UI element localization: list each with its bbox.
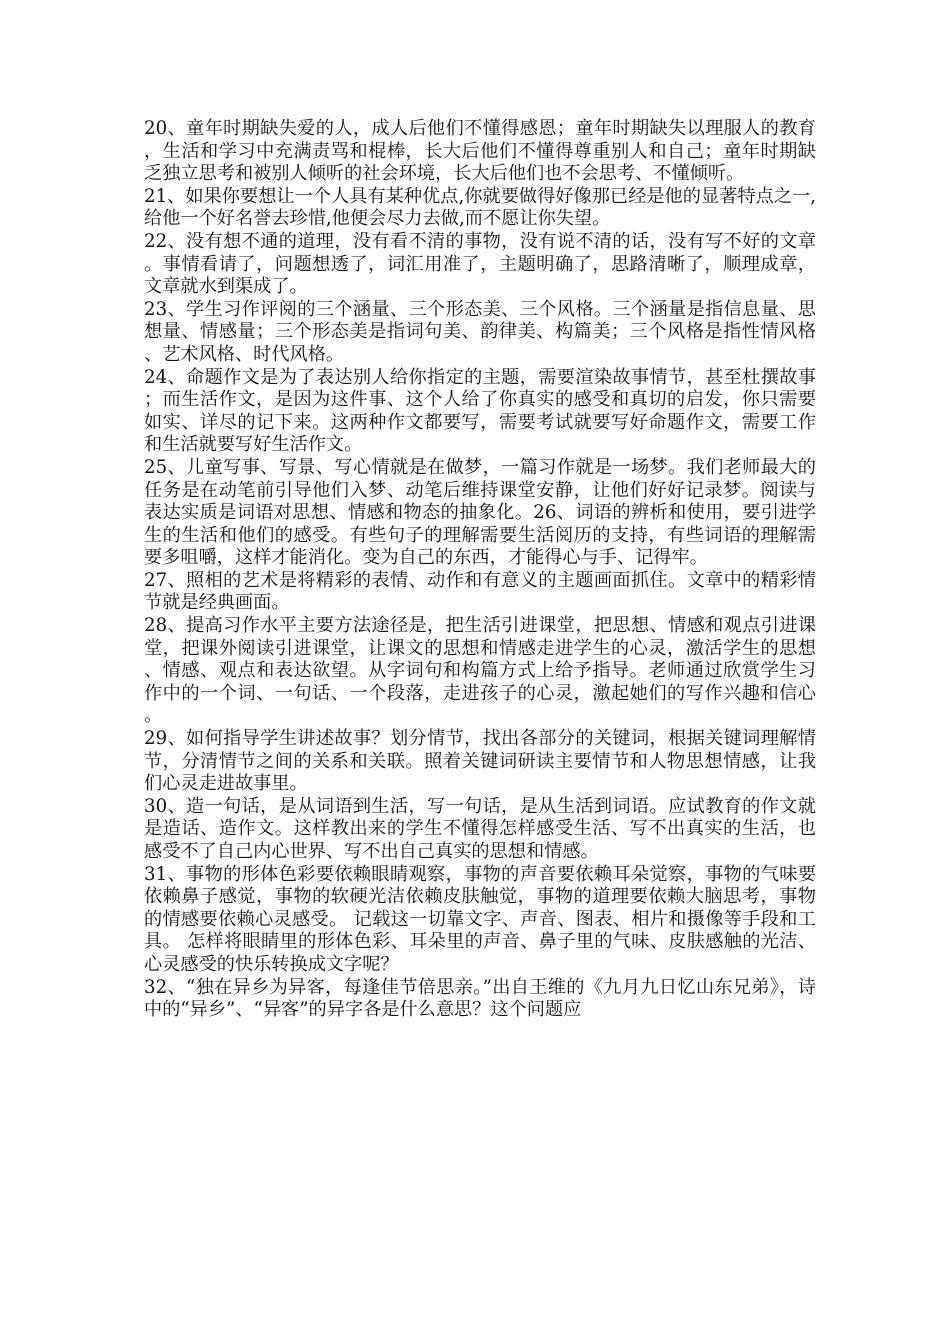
paragraph-24: 24、命题作文是为了表达别人给你指定的主题，需要渲染故事情节，甚至杜撰故事；而生活作文，是因为这件事、这个人给了你真实的感受和真切的启发，你只需要如实、详尽的记下来。这两种作文都要写，需要考试就要写好命题作文，需要工作和生活就要写好生活作文。 (144, 366, 816, 456)
paragraph-22: 22、没有想不通的道理，没有看不清的事物，没有说不清的话，没有写不好的文章。事情看请了，问题想透了，词汇用准了，主题明确了，思路清晰了，顺理成章，文章就水到渠成了。 (144, 230, 816, 298)
paragraph-23: 23、学生习作评阅的三个涵量、三个形态美、三个风格。三个涵量是指信息量、思想量、情感量；三个形态美是指词句美、韵律美、构篇美；三个风格是指性情风格、艺术风格、时代风格。 (144, 298, 816, 365)
paragraph-29: 29、如何指导学生讲述故事？划分情节，找出各部分的关键词，根据关键词理解情节，分清情节之间的关系和关联。照着关键词研读主要情节和人物思想情感，让我们心灵走进故事里。 (144, 728, 816, 795)
paragraph-28: 28、提高习作水平主要方法途径是，把生活引进课堂，把思想、情感和观点引进课堂，把课外阅读引进课堂，让课文的思想和情感走进学生的心灵，激活学生的思想、情感、观点和表达欲望。从字词句和构篇方式上给予指导。老师通过欣赏学生习作中的一个词、一句话、一个段落，走进孩子的心灵，激起她们的写作兴趣和信心。 (144, 615, 816, 727)
paragraph-30: 30、造一句话，是从词语到生活，写一句话，是从生活到词语。应试教育的作文就是造话、造作文。这样教出来的学生不懂得怎样感受生活、写不出真实的生活，也感受不了自己内心世界、写不出自己真实的思想和情感。 (144, 795, 816, 862)
document-body (144, 118, 816, 1022)
paragraph-20: 20、童年时期缺失爱的人，成人后他们不懂得感恩；童年时期缺失以理服人的教育，生活和学习中充满责骂和棍棒，长大后他们不懂得尊重别人和自己；童年时期缺乏独立思考和被别人倾听的社会环境，长大后他们也不会思考、不懂倾听。 (144, 118, 816, 185)
paragraph-32: 32、“独在异乡为异客，每逢佳节倍思亲。”出自王维的《九月九日忆山东兄弟》，诗中的“异乡”、“异客”的异字各是什么意思？这个问题应 (144, 976, 816, 1021)
paragraph-31: 31、事物的形体色彩要依赖眼睛观察，事物的声音要依赖耳朵觉察，事物的气味要依赖鼻子感觉，事物的软硬光洁依赖皮肤触觉，事物的道理要依赖大脑思考，事物的情感要依赖心灵感受。 记载这一切靠文字、声音、图表、相片和摄像等手段和工具。 怎样将眼睛里的形体色彩、耳朵里的声音、鼻子里的气味、皮肤感触的光洁、心灵感受的快乐转换成文字呢？ (144, 863, 816, 975)
paragraph-27: 27、照相的艺术是将精彩的表情、动作和有意义的主题画面抓住。文章中的精彩情节就是经典画面。 (144, 569, 816, 614)
paragraph-25-26: 25、儿童写事、写景、写心情就是在做梦，一篇习作就是一场梦。我们老师最大的任务是在动笔前引导他们入梦、动笔后维持课堂安静，让他们好好记录梦。阅读与表达实质是词语对思想、情感和物态的抽象化。26、词语的辨析和使用，要引进学生的生活和他们的感受。有些句子的理解需要生活阅历的支持，有些词语的理解需要多咀嚼，这样才能消化。变为自己的东西，才能得心与手、记得牢。 (144, 456, 816, 569)
paragraph-21: 21、如果你要想让一个人具有某种优点,你就要做得好像那已经是他的显著特点之一,给他一个好名誉去珍惜,他便会尽力去做,而不愿让你失望。 (144, 185, 816, 230)
